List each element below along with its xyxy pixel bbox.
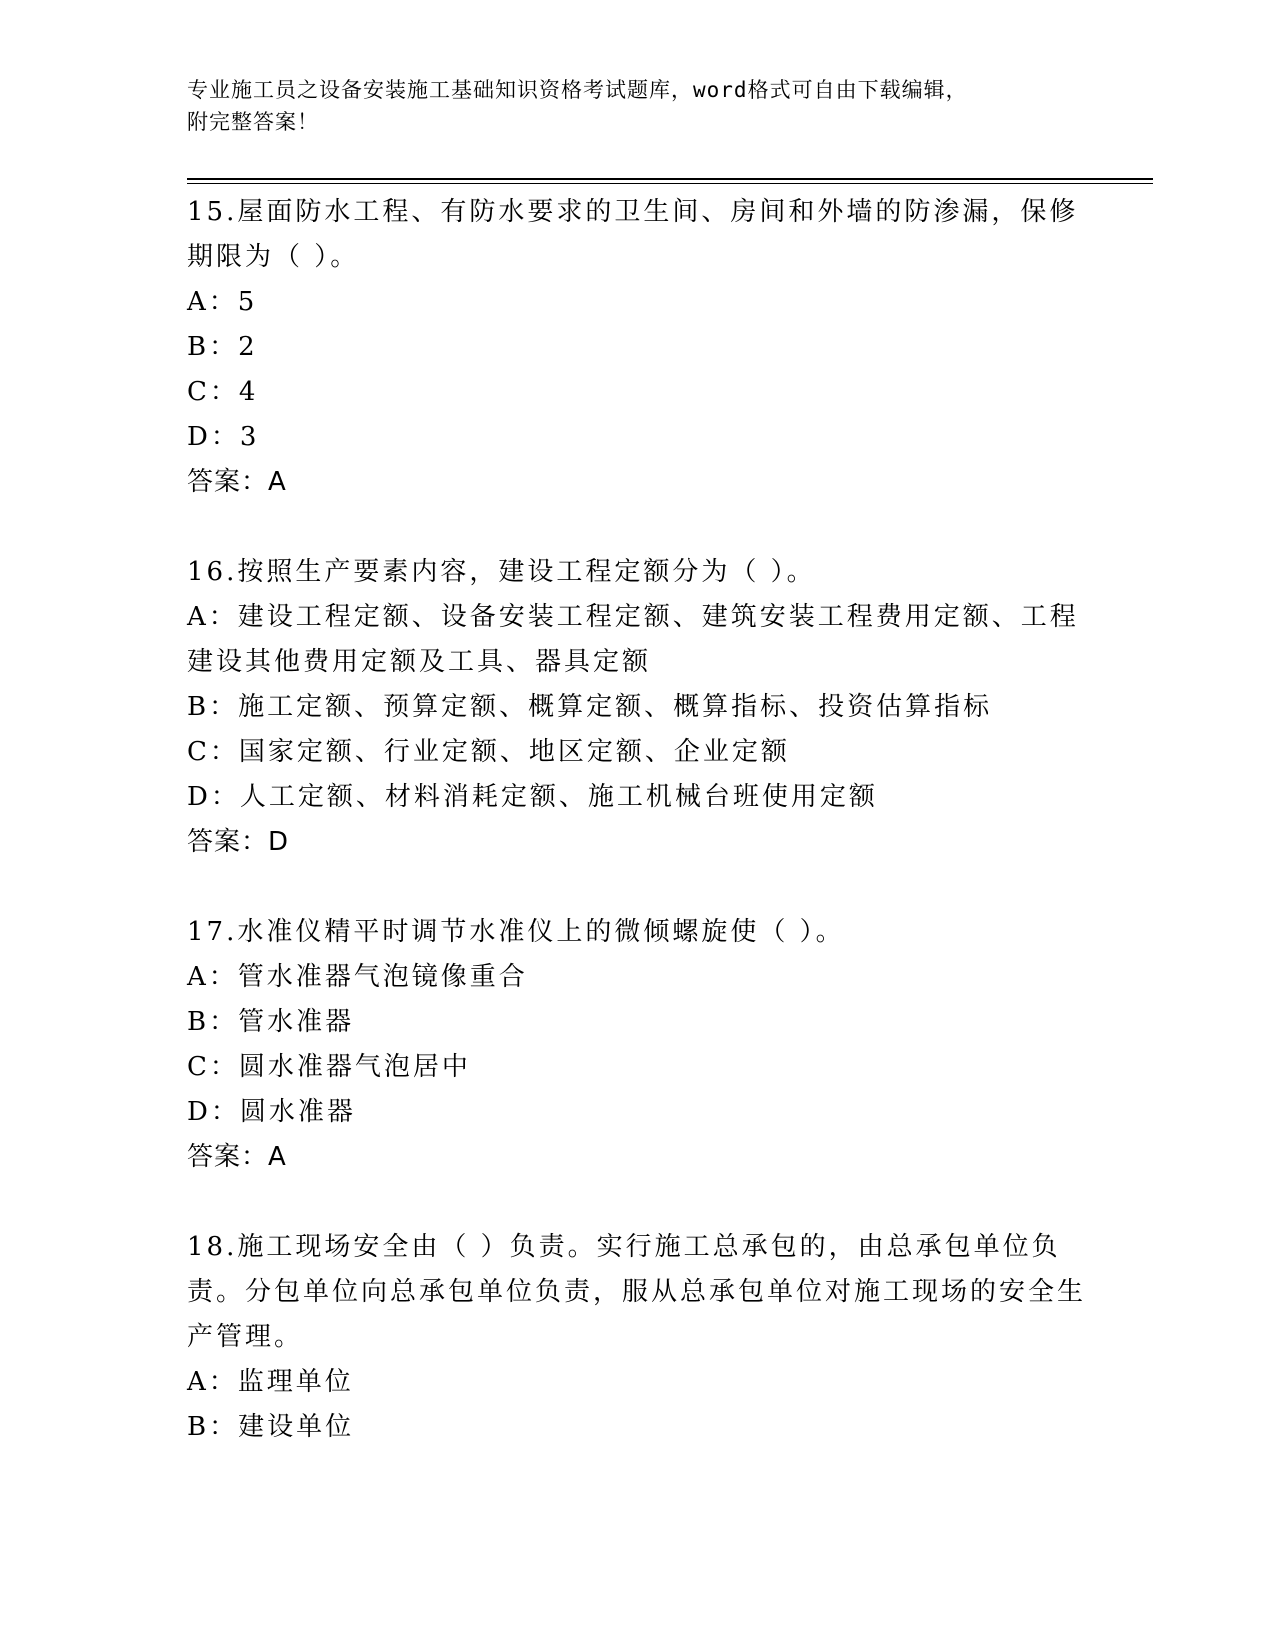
option-c: C：圆水准器气泡居中 bbox=[187, 1052, 471, 1082]
question-stem: 18.施工现场安全由（ ）负责。实行施工总承包的，由总承包单位负责。分包单位向总承包单位负责，服从总承包单位对施工现场的安全生产管理。 bbox=[187, 1232, 1087, 1352]
option-c: C：国家定额、行业定额、地区定额、企业定额 bbox=[187, 737, 790, 767]
question-16 bbox=[187, 550, 1087, 865]
option-a: A：建设工程定额、设备安装工程定额、建筑安装工程费用定额、工程建设其他费用定额及工具、器具定额 bbox=[187, 602, 1079, 677]
question-list bbox=[187, 190, 1087, 1495]
header-divider-thin bbox=[187, 183, 1153, 184]
question-stem: 17.水准仪精平时调节水准仪上的微倾螺旋使（ ）。 bbox=[187, 917, 845, 947]
question-stem: 15.屋面防水工程、有防水要求的卫生间、房间和外墙的防渗漏，保修期限为（ ）。 bbox=[187, 197, 1079, 272]
question-stem: 16.按照生产要素内容，建设工程定额分为（ ）。 bbox=[187, 557, 816, 587]
option-a: A：管水准器气泡镜像重合 bbox=[187, 962, 528, 992]
document-header bbox=[187, 74, 1087, 138]
option-b: B：2 bbox=[187, 332, 258, 362]
answer: 答案：A bbox=[187, 1142, 287, 1172]
option-d: D：3 bbox=[187, 422, 260, 452]
option-b: B：管水准器 bbox=[187, 1007, 355, 1037]
option-d: D：圆水准器 bbox=[187, 1097, 356, 1127]
option-d: D：人工定额、材料消耗定额、施工机械台班使用定额 bbox=[187, 782, 878, 812]
question-15 bbox=[187, 190, 1087, 505]
header-line-2: 附完整答案！ bbox=[187, 110, 319, 134]
question-17 bbox=[187, 910, 1087, 1180]
option-b: B：施工定额、预算定额、概算定额、概算指标、投资估算指标 bbox=[187, 692, 993, 722]
option-c: C：4 bbox=[187, 377, 259, 407]
option-a: A：5 bbox=[187, 287, 258, 317]
header-line-1: 专业施工员之设备安装施工基础知识资格考试题库，word格式可自由下载编辑， bbox=[187, 78, 968, 102]
question-18 bbox=[187, 1225, 1087, 1450]
option-a: A：监理单位 bbox=[187, 1367, 354, 1397]
answer: 答案：A bbox=[187, 467, 287, 497]
header-divider-thick bbox=[187, 178, 1153, 180]
answer: 答案：D bbox=[187, 827, 290, 857]
option-b: B：建设单位 bbox=[187, 1412, 355, 1442]
